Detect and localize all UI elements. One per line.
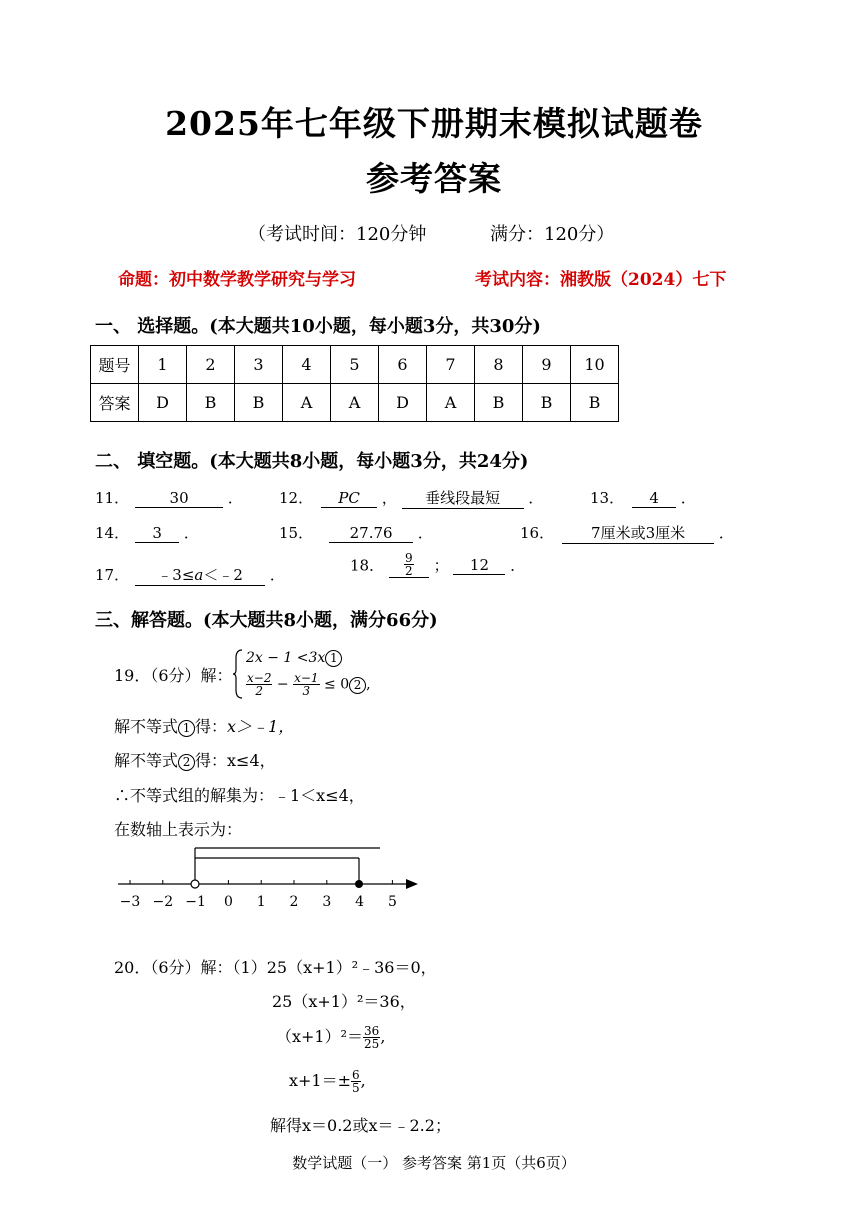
fill-q13: 13． 4 ． xyxy=(590,489,696,507)
q19-solution-set: ∴不等式组的解集为：﹣1＜x≤4， xyxy=(114,786,365,805)
q17-answer-var: a xyxy=(194,566,204,584)
circled-number: 2 xyxy=(349,677,366,694)
q19-frac-a xyxy=(246,672,272,697)
page-footer: 数学试题（一） 参考答案 第1页（共6页） xyxy=(292,1154,576,1172)
q19-frac-b xyxy=(293,672,319,697)
axis-tick-label: 4 xyxy=(355,894,365,910)
axis-tick-label: 5 xyxy=(387,894,397,910)
q19-eq2: $\frac{x-2}{2}$ − $\frac{x-1}{3}$ ≤ 0 2 , xyxy=(247,671,371,698)
q19-numberline-intro: 在数轴上表示为： xyxy=(114,820,243,839)
question-row xyxy=(91,346,619,384)
frac-den: 3 xyxy=(302,684,311,698)
question-number: 6 xyxy=(379,346,427,384)
q17-answer-post: ＜﹣2 xyxy=(203,566,243,584)
q19-step1 xyxy=(114,714,294,737)
number-line xyxy=(110,840,430,910)
axis-tick-label: −2 xyxy=(152,894,174,910)
document-title: 2025年七年级下册期末模拟试题卷 xyxy=(165,104,703,143)
answer-cell: B xyxy=(235,384,283,422)
question-number: 4 xyxy=(283,346,331,384)
q19-label: 19．（6分）解： xyxy=(114,666,233,685)
q18-frac-num: 9 xyxy=(405,551,413,565)
question-number: 7 xyxy=(427,346,475,384)
q20-frac-2 xyxy=(351,1069,361,1094)
step-text: 解不等式 xyxy=(114,751,179,770)
q14-number: 14． xyxy=(95,524,130,542)
q19-step2 xyxy=(114,748,276,771)
exam-author: 命题：初中数学教学研究与学习 xyxy=(118,270,356,290)
q18-answer-1 xyxy=(389,552,429,578)
question-number: 1 xyxy=(139,346,187,384)
answer-table xyxy=(90,345,619,422)
fill-q17: 17． ﹣3≤a＜﹣2 ． xyxy=(95,566,285,584)
frac-num: 36 xyxy=(364,1024,380,1038)
fill-q15: 15． 27.76 ． xyxy=(279,524,433,542)
axis-tick-label: −1 xyxy=(185,894,206,910)
q17-answer xyxy=(135,564,265,586)
q12-number: 12． xyxy=(279,489,314,507)
answer-cell: D xyxy=(379,384,427,422)
row-label-answer: 答案 xyxy=(91,384,139,422)
answer-cell: A xyxy=(283,384,331,422)
q20-line2: 25（x+1）²＝36， xyxy=(272,992,416,1011)
answer-cell: B xyxy=(475,384,523,422)
fill-q16: 16． 7厘米或3厘米 ． xyxy=(520,524,734,542)
open-point xyxy=(191,880,199,888)
frac-den: 25 xyxy=(364,1037,380,1051)
q12-answer-1: PC xyxy=(321,489,377,508)
circled-number: 2 xyxy=(178,754,195,771)
exam-content: 考试内容：湘教版（2024）七下 xyxy=(475,270,727,290)
q20-line3: （x+1）²＝ $\frac{36}{25}$ , xyxy=(276,1024,386,1051)
q12-answer-2: 垂线段最短 xyxy=(402,487,524,509)
axis-tick-label: 3 xyxy=(322,894,332,910)
q20-frac-1 xyxy=(363,1025,380,1050)
q11-number: 11． xyxy=(95,489,130,507)
frac-num: x−2 xyxy=(247,671,272,685)
answer-cell: B xyxy=(187,384,235,422)
q18-number: 18． xyxy=(350,556,385,575)
step-result: x≤4， xyxy=(227,751,276,770)
q18-fraction xyxy=(404,552,414,577)
answer-cell: A xyxy=(331,384,379,422)
solid-point xyxy=(355,880,363,888)
exam-time: （考试时间：120分钟 xyxy=(248,224,427,245)
q18-answer-2: 12 xyxy=(453,556,505,575)
q17-answer-pre: ﹣3≤ xyxy=(157,566,195,584)
step-text: 得： xyxy=(195,751,228,770)
q20-line5: 解得x＝0.2或x＝﹣2.2； xyxy=(270,1116,451,1135)
section2-heading: 二、 填空题。(本大题共8小题，每小题3分，共24分) xyxy=(95,451,529,472)
axis-tick-label: −3 xyxy=(119,894,141,910)
answer-cell: B xyxy=(523,384,571,422)
exam-score: 满分：120分） xyxy=(490,224,615,245)
q15-answer: 27.76 xyxy=(329,524,413,543)
step-text: （x+1）²＝ xyxy=(276,1027,364,1046)
fill-q12: 12． PC ， 垂线段最短 ． xyxy=(279,489,544,507)
step-text: 得： xyxy=(195,717,228,736)
answer-cell: A xyxy=(427,384,475,422)
circled-number: 1 xyxy=(325,650,342,667)
q13-number: 13． xyxy=(590,489,625,507)
q14-answer: 3 xyxy=(135,524,179,543)
axis-tick-label: 2 xyxy=(289,894,299,910)
question-number: 2 xyxy=(187,346,235,384)
brace-icon xyxy=(232,648,244,700)
frac-num: 6 xyxy=(352,1068,360,1082)
question-number: 5 xyxy=(331,346,379,384)
circled-number: 1 xyxy=(178,720,195,737)
axis-tick-label: 1 xyxy=(256,894,266,910)
frac-num: x−1 xyxy=(294,671,319,685)
row-label-question: 题号 xyxy=(91,346,139,384)
fill-q11: 11． 30 ． xyxy=(95,489,243,507)
frac-den: 2 xyxy=(255,684,264,698)
step-result: x＞﹣1， xyxy=(227,717,295,736)
section3-heading: 三、解答题。(本大题共8小题，满分66分) xyxy=(95,610,438,631)
answer-cell: D xyxy=(139,384,187,422)
frac-den: 5 xyxy=(352,1081,360,1095)
axis-tick-label: 0 xyxy=(223,894,233,910)
q20-line4: x+1＝± $\frac{6}{5}$ , xyxy=(289,1068,366,1095)
q20-line1: 20．（6分）解：（1）25（x+1）²﹣36＝0， xyxy=(114,958,437,977)
fill-q18: 18． $\frac{9}{2}$ ； 12 ． xyxy=(350,551,526,578)
document-subtitle: 参考答案 xyxy=(366,159,502,198)
question-number: 9 xyxy=(523,346,571,384)
question-number: 3 xyxy=(235,346,283,384)
q16-number: 16． xyxy=(520,524,555,542)
step-text: 解不等式 xyxy=(114,717,179,736)
q15-number: 15． xyxy=(279,524,314,542)
answer-row xyxy=(91,384,619,422)
question-number: 8 xyxy=(475,346,523,384)
q13-answer: 4 xyxy=(632,489,676,508)
answer-cell: B xyxy=(571,384,619,422)
q19-eq2-tail: ≤ 0 xyxy=(324,676,350,693)
question-number: 10 xyxy=(571,346,619,384)
q19-eq1 xyxy=(246,650,342,667)
q11-answer: 30 xyxy=(135,489,223,508)
q19-eq1-text: 2x − 1 <3x xyxy=(246,650,326,666)
fill-q14: 14． 3 ． xyxy=(95,524,199,542)
axis-arrow xyxy=(406,879,418,889)
q17-number: 17． xyxy=(95,566,130,584)
q18-frac-den: 2 xyxy=(405,564,413,578)
section1-heading: 一、 选择题。(本大题共10小题，每小题3分，共30分) xyxy=(95,316,541,337)
step-text: x+1＝± xyxy=(289,1071,352,1090)
q16-answer: 7厘米或3厘米 xyxy=(562,522,714,544)
